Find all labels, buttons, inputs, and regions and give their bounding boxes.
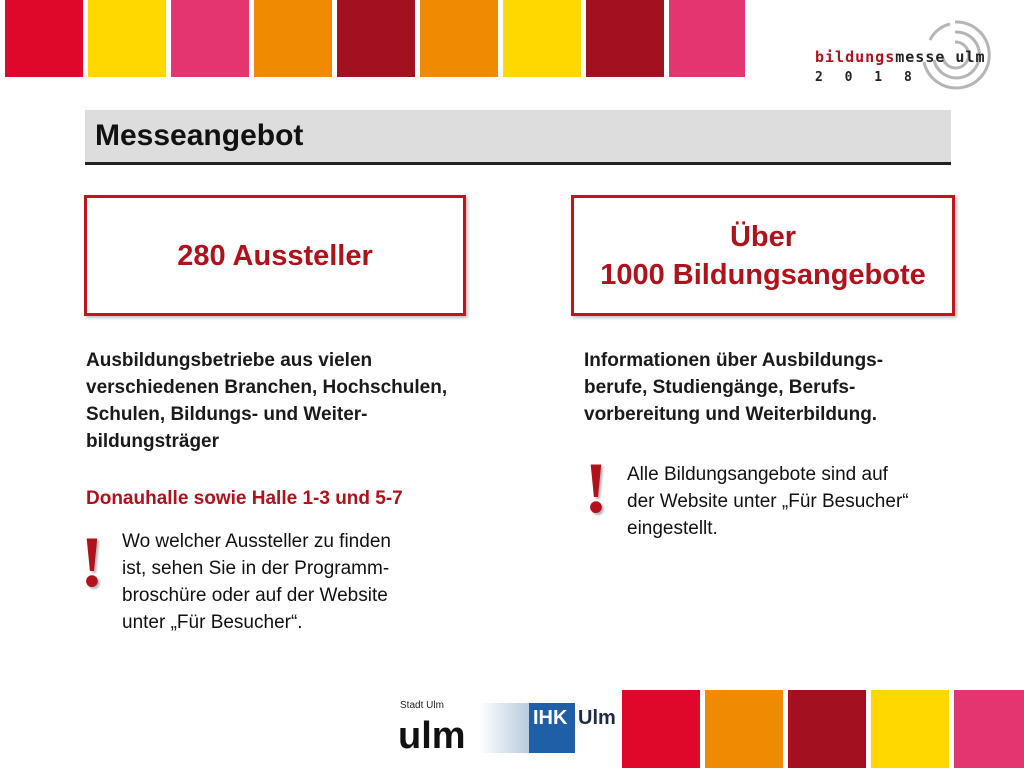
- ihk-logo-gradient: [479, 703, 529, 753]
- page-title: Messeangebot: [95, 119, 304, 152]
- exhibitors-description: [86, 347, 556, 455]
- exclamation-icon: !: [80, 522, 104, 602]
- offers-count-box: [571, 195, 955, 316]
- offers-box-line1: Über: [729, 220, 797, 253]
- color-tile: [503, 0, 581, 77]
- offers-description: [584, 347, 984, 428]
- exhibitor-note: [122, 528, 482, 636]
- ihk-logo-abbr: IHK: [533, 707, 568, 729]
- fair-logo: [810, 10, 1010, 100]
- text-line: Informationen über Ausbildungs-: [584, 350, 884, 371]
- text-line: bildungsträger: [86, 431, 220, 452]
- color-tile: [622, 690, 700, 768]
- halls-location: Donauhalle sowie Halle 1-3 und 5-7: [86, 488, 403, 509]
- fair-logo-word1: bildungs: [815, 48, 896, 66]
- color-tile: [705, 690, 783, 768]
- text-line: Alle Bildungsangebote sind auf: [627, 464, 888, 485]
- color-tile: [337, 0, 415, 77]
- fair-logo-year: 2 0 1 8: [815, 70, 919, 85]
- text-line: berufe, Studiengänge, Berufs-: [584, 377, 856, 398]
- color-tile: [954, 690, 1024, 768]
- fair-logo-word2: messe ulm: [895, 48, 986, 66]
- exclamation-icon: !: [584, 448, 608, 528]
- exhibitor-count-text: 280 Aussteller: [177, 239, 373, 272]
- text-line: Ausbildungsbetriebe aus vielen: [86, 350, 373, 371]
- color-tile: [788, 690, 866, 768]
- color-tile: [88, 0, 166, 77]
- text-line: Wo welcher Aussteller zu finden: [122, 531, 391, 552]
- color-tile: [669, 0, 745, 77]
- text-line: broschüre oder auf der Website: [122, 585, 388, 606]
- offers-box-line2: 1000 Bildungsangebote: [600, 258, 926, 291]
- offers-note: [627, 461, 1007, 542]
- city-logo-big: ulm: [398, 715, 466, 757]
- color-tile: [586, 0, 664, 77]
- text-line: der Website unter „Für Besucher“: [627, 491, 909, 512]
- color-tile: [871, 690, 949, 768]
- text-line: vorbereitung und Weiterbildung.: [584, 404, 878, 425]
- color-tile: [254, 0, 332, 77]
- text-line: verschiedenen Branchen, Hochschulen,: [86, 377, 448, 398]
- city-logo: [398, 700, 478, 760]
- text-line: eingestellt.: [627, 518, 718, 539]
- color-tile: [5, 0, 83, 77]
- ihk-logo: [479, 703, 614, 753]
- color-tile: [420, 0, 498, 77]
- title-bar: [85, 110, 951, 165]
- color-tile: [171, 0, 249, 77]
- text-line: unter „Für Besucher“.: [122, 612, 303, 633]
- text-line: Schulen, Bildungs- und Weiter-: [86, 404, 368, 425]
- ihk-logo-city: Ulm: [578, 707, 616, 729]
- exhibitor-count-box: [84, 195, 466, 316]
- text-line: ist, sehen Sie in der Programm-: [122, 558, 390, 579]
- city-logo-small: Stadt Ulm: [400, 700, 444, 711]
